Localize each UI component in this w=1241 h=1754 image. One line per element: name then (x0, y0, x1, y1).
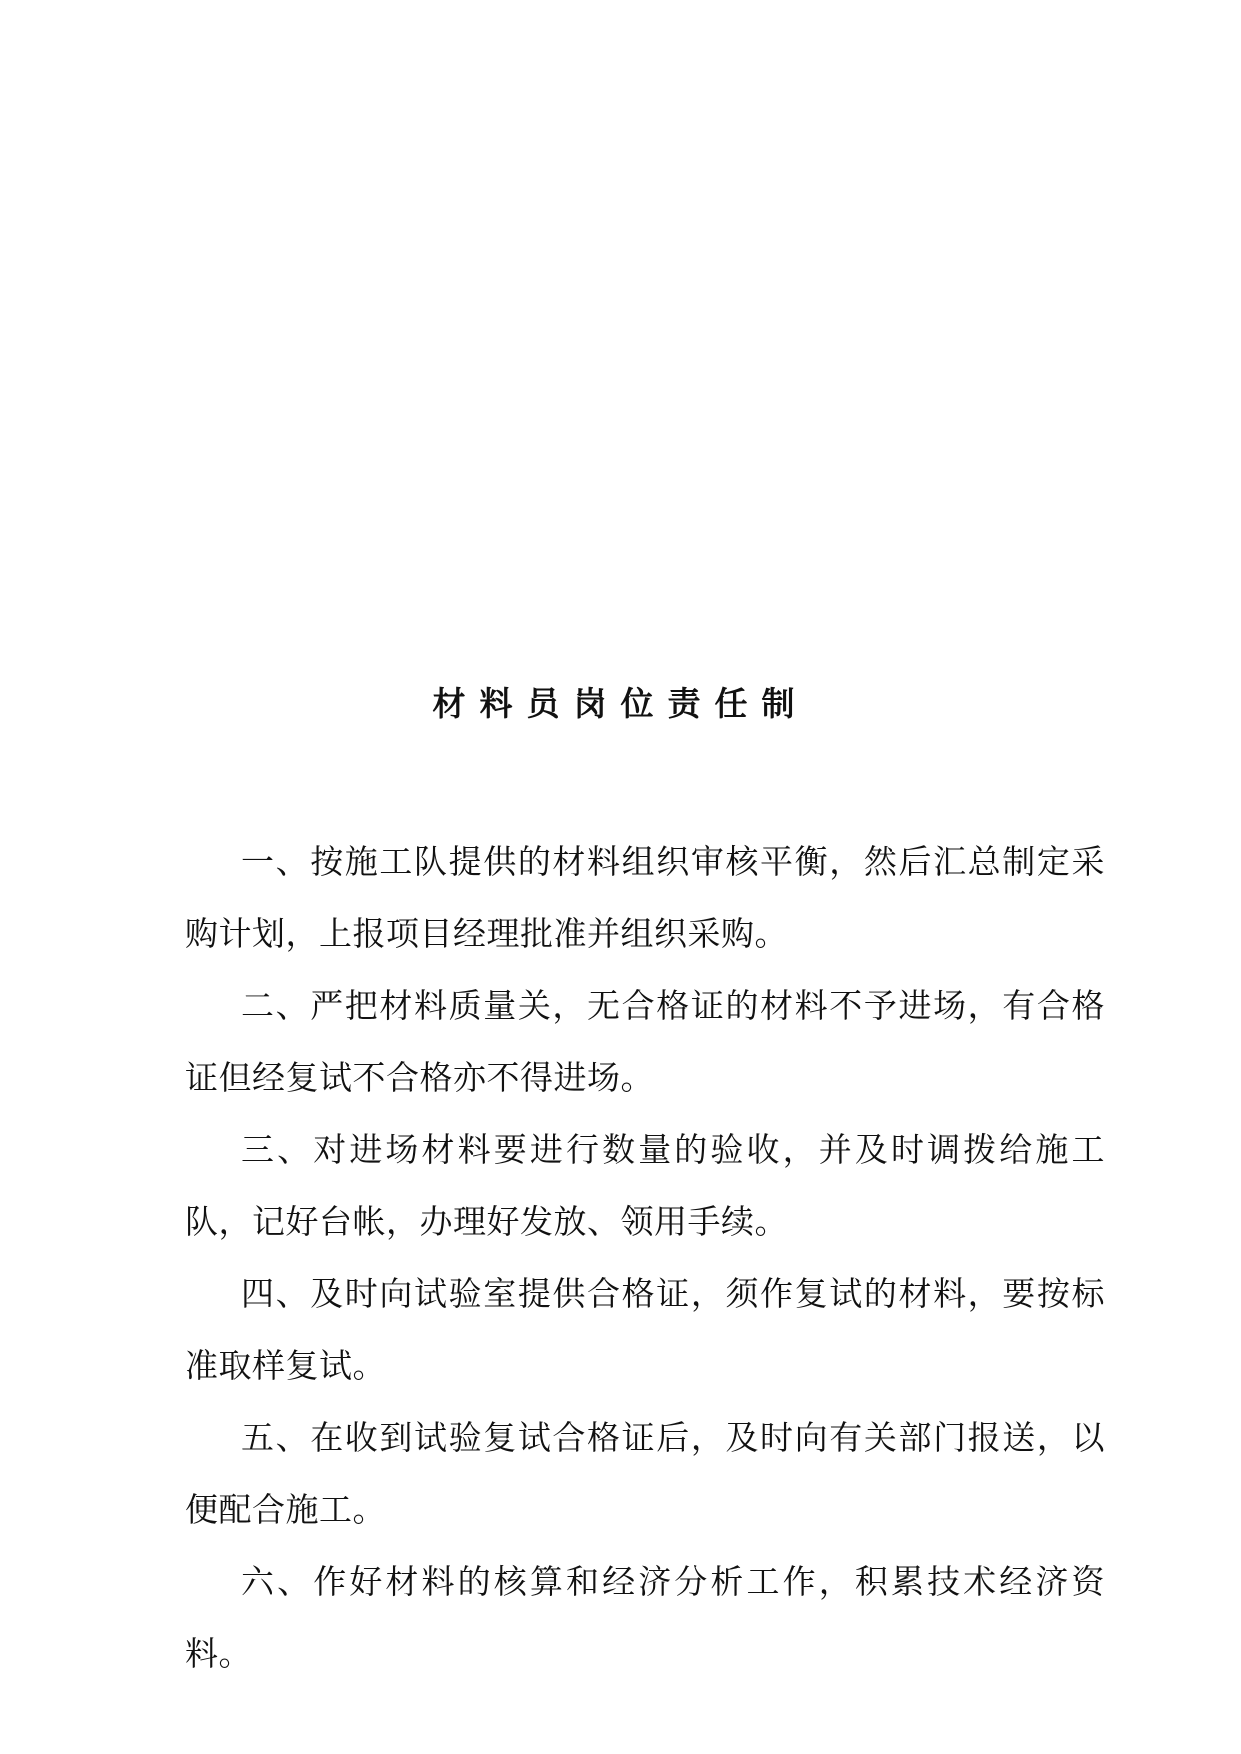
paragraph-3: 三、对进场材料要进行数量的验收，并及时调拨给施工队，记好台帐，办理好发放、领用手续。 (185, 1130, 1105, 1241)
document-title: 材料员岗位责任制 (432, 684, 809, 723)
paragraph-5: 五、在收到试验复试合格证后，及时向有关部门报送，以便配合施工。 (185, 1418, 1105, 1529)
paragraph-2: 二、严把材料质量关，无合格证的材料不予进场，有合格证但经复试不合格亦不得进场。 (185, 986, 1105, 1097)
paragraph-1: 一、按施工队提供的材料组织审核平衡，然后汇总制定采购计划，上报项目经理批准并组织采购。 (185, 842, 1105, 953)
paragraph-6: 六、作好材料的核算和经济分析工作，积累技术经济资料。 (185, 1562, 1105, 1673)
paragraph-4: 四、及时向试验室提供合格证，须作复试的材料，要按标准取样复试。 (185, 1274, 1105, 1385)
document-body (185, 826, 1105, 1690)
